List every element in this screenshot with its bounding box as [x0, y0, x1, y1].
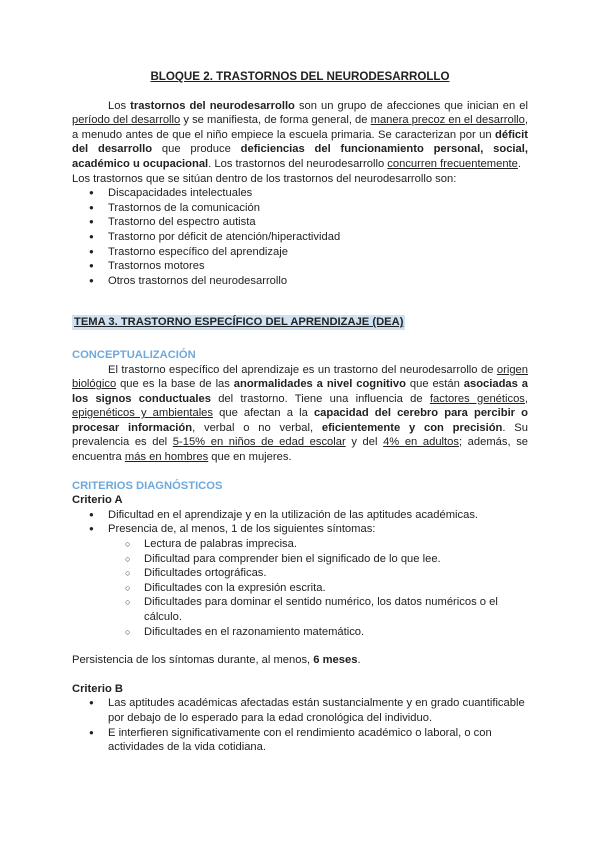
block-title: BLOQUE 2. TRASTORNOS DEL NEURODESARROLLO	[150, 70, 450, 83]
criterion-a-list	[72, 508, 528, 639]
document-content	[72, 70, 528, 755]
sublist-item: ○ Dificultades para dominar el sentido numérico, los datos numéricos o el cálculo.	[72, 595, 528, 624]
neurodevelopment-list	[72, 186, 528, 288]
list-item: ● Las aptitudes académicas afectadas están sustancialmente y en grado cuantificable por debajo de lo esperado para la edad cronológica del individuo.	[72, 696, 528, 725]
persistence-paragraph	[72, 653, 528, 668]
concept-underlined-term: 5-15% en niños de edad escolar	[172, 436, 346, 449]
intro-bold-term: trastornos del neurodesarrollo	[130, 99, 295, 112]
concept-text: del trastorno. Tiene una influencia de	[210, 392, 430, 405]
concept-text: ; además, se encuentra	[72, 436, 529, 464]
sublist-item: ○ Dificultades con la expresión escrita.	[72, 581, 528, 596]
list-item: ● Trastornos motores	[72, 259, 528, 274]
intro-paragraph	[72, 99, 528, 172]
concept-text: y del	[345, 436, 384, 449]
sublist-item: ○ Lectura de palabras imprecisa.	[72, 537, 528, 552]
list-item: ● Otros trastornos del neurodesarrollo	[72, 274, 528, 289]
tema-title: TEMA 3. TRASTORNO ESPECÍFICO DEL APRENDIZAJE (DEA)	[74, 316, 404, 329]
list-item: ● E interfieren significativamente con el rendimiento académico o laboral, o con actividades de la vida cotidiana.	[72, 726, 528, 755]
concept-bold-term: eficientemente y con precisión	[321, 421, 503, 434]
intro-bold-term: deficiencias del funcionamiento personal, social, académico u ocupacional	[72, 143, 528, 170]
intro-text: y se manifiesta, de forma general, de	[180, 114, 371, 127]
intro-list-lead: Los trastornos que se sitúan dentro de los trastornos del neurodesarrollo son:	[72, 172, 457, 185]
sublist-item: ○ Dificultades en el razonamiento matemático.	[72, 625, 528, 640]
sublist-item: ○ Dificultad para comprender bien el significado de lo que lee.	[72, 552, 528, 567]
intro-text: Los	[108, 99, 131, 112]
concept-text: que están	[405, 378, 464, 391]
concept-bold-term: anormalidades a nivel cognitivo	[233, 378, 406, 391]
intro-bold-term: déficit del desarrollo	[72, 128, 528, 156]
concept-text: que en mujeres.	[208, 451, 292, 464]
concept-underlined-term: más en hombres	[124, 451, 209, 464]
concept-text: que es la base de las	[116, 378, 234, 391]
list-item	[72, 522, 528, 639]
concept-text: . Su prevalencia es del	[72, 421, 528, 449]
list-item: ● Dificultad en el aprendizaje y en la utilización de las aptitudes académicas.	[72, 508, 528, 523]
persistence-text: Persistencia de los síntomas durante, al menos,	[72, 654, 314, 667]
concept-text: que afectan a la	[213, 407, 314, 420]
list-item-text: Presencia de, al menos, 1 de los siguientes síntomas:	[108, 523, 376, 536]
concept-underlined-term: 4% en adultos	[383, 436, 459, 449]
concept-underlined-term: factores genéticos, epigenéticos y ambientales	[72, 392, 528, 420]
concept-bold-term: capacidad del cerebro para percibir o procesar información	[72, 407, 528, 434]
intro-underlined-term: manera precoz en el desarrollo	[370, 114, 525, 127]
symptom-sublist	[72, 537, 528, 639]
concept-text: El trastorno específico del aprendizaje es un trastorno del neurodesarrollo de	[108, 363, 497, 376]
intro-text: , a menudo antes de que el niño empiece la escuela primaria. Se caracterizan por un	[72, 114, 528, 141]
list-item: ● Trastorno por déficit de atención/hiperactividad	[72, 230, 528, 245]
intro-underlined-term: período del desarrollo	[72, 114, 181, 127]
persistence-text: .	[357, 654, 361, 667]
concept-text: , verbal o no verbal,	[192, 421, 322, 434]
criteria-heading: CRITERIOS DIAGNÓSTICOS	[72, 479, 223, 492]
list-item: ● Discapacidades intelectuales	[72, 186, 528, 201]
conceptualization-paragraph	[72, 363, 528, 465]
persistence-duration: 6 meses	[313, 654, 358, 667]
intro-text: .	[517, 157, 521, 170]
intro-underlined-term: concurren frecuentemente	[387, 157, 518, 170]
intro-text: . Los trastornos del neurodesarrollo	[208, 157, 388, 170]
concept-underlined-term: origen biológico	[72, 363, 528, 391]
criterion-b-list	[72, 696, 528, 754]
criterion-b-heading: Criterio B	[72, 682, 123, 695]
list-item: ● Trastorno del espectro autista	[72, 215, 528, 230]
list-item: ● Trastorno específico del aprendizaje	[72, 245, 528, 260]
intro-text: que produce	[152, 143, 241, 156]
conceptualization-heading: CONCEPTUALIZACIÓN	[72, 348, 196, 361]
intro-text: son un grupo de afecciones que inician en el	[294, 99, 528, 112]
concept-bold-term: asociadas a los signos conductuales	[72, 378, 528, 405]
criterion-a-heading: Criterio A	[72, 494, 123, 507]
sublist-item: ○ Dificultades ortográficas.	[72, 566, 528, 581]
list-item: ● Trastornos de la comunicación	[72, 201, 528, 216]
